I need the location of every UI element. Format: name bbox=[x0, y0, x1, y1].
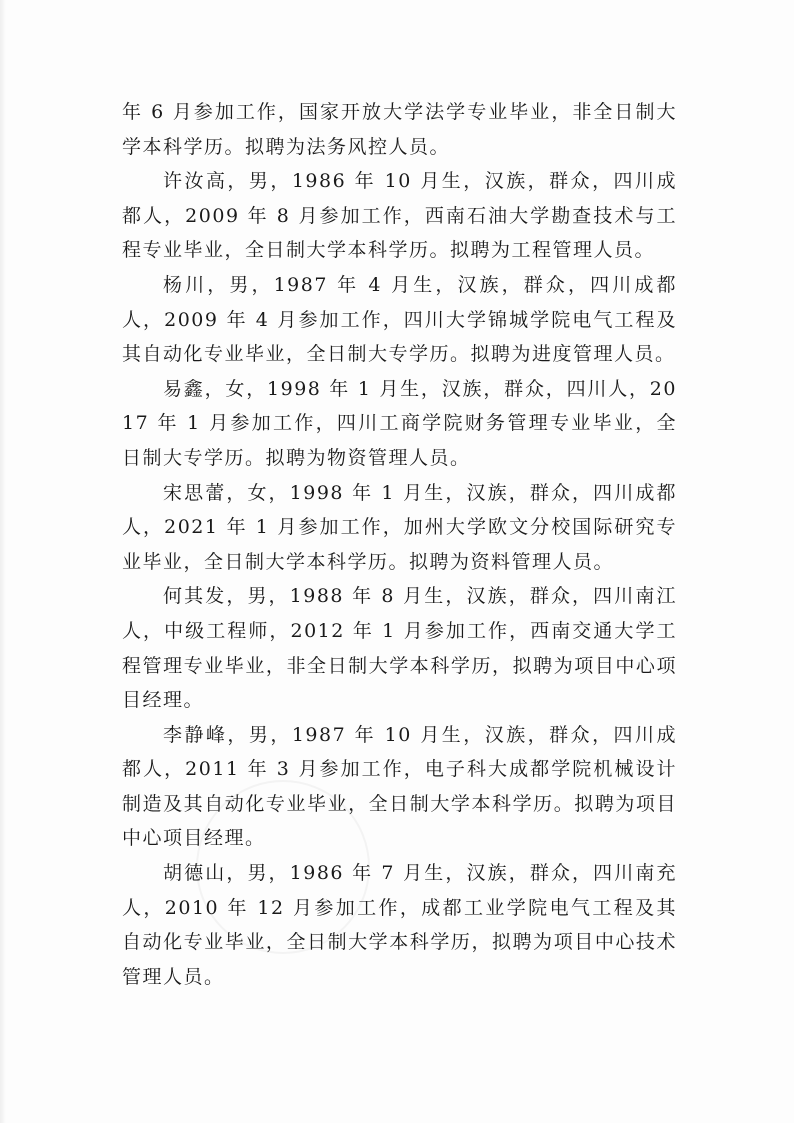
paragraph-yang-chuan: 杨川，男，1987 年 4 月生，汉族，群众，四川成都人，2009 年 4 月参加工作，四川大学锦城学院电气工程及其自动化专业毕业，全日制大专学历。拟聘为进度管理人员。 bbox=[122, 273, 677, 366]
paragraph-hu-deshan: 胡德山，男，1986 年 7 月生，汉族，群众，四川南充人，2010 年 12 月参加工作，成都工业学院电气工程及其自动化专业毕业，全日制大学本科学历，拟聘为项目中心技术管理人员。 bbox=[122, 862, 677, 988]
scan-edge-shadow bbox=[0, 0, 6, 1123]
document-body bbox=[122, 95, 677, 994]
paragraph-he-qifa: 何其发，男，1988 年 8 月生，汉族，群众，四川南江人，中级工程师，2012 年 1 月参加工作，西南交通大学工程管理专业毕业，非全日制大学本科学历，拟聘为项目中心项目经理。 bbox=[122, 585, 677, 712]
paragraph-song-silei: 宋思蕾，女，1998 年 1 月生，汉族，群众，四川成都人，2021 年 1 月参加工作，加州大学欧文分校国际研究专业毕业，全日制大学本科学历。拟聘为资料管理人员。 bbox=[122, 481, 677, 573]
paragraph-li-jingfeng: 李静峰，男，1987 年 10 月生，汉族，群众，四川成都人，2011 年 3 月参加工作，电子科大成都学院机械设计制造及其自动化专业毕业，全日制大学本科学历。拟聘为项目中心项目经理。 bbox=[122, 723, 677, 850]
paragraph-yi-xin: 易鑫，女，1998 年 1 月生，汉族，群众，四川人，2017 年 1 月参加工作，四川工商学院财务管理专业毕业，全日制大专学历。拟聘为物资管理人员。 bbox=[122, 377, 677, 469]
paragraph-xu-rugao: 许汝高，男，1986 年 10 月生，汉族，群众，四川成都人，2009 年 8 月参加工作，西南石油大学勘查技术与工程专业毕业，全日制大学本科学历。拟聘为工程管理人员。 bbox=[122, 170, 677, 262]
paragraph-continuation: 年 6 月参加工作，国家开放大学法学专业毕业，非全日制大学本科学历。拟聘为法务风控人员。 bbox=[122, 101, 677, 158]
